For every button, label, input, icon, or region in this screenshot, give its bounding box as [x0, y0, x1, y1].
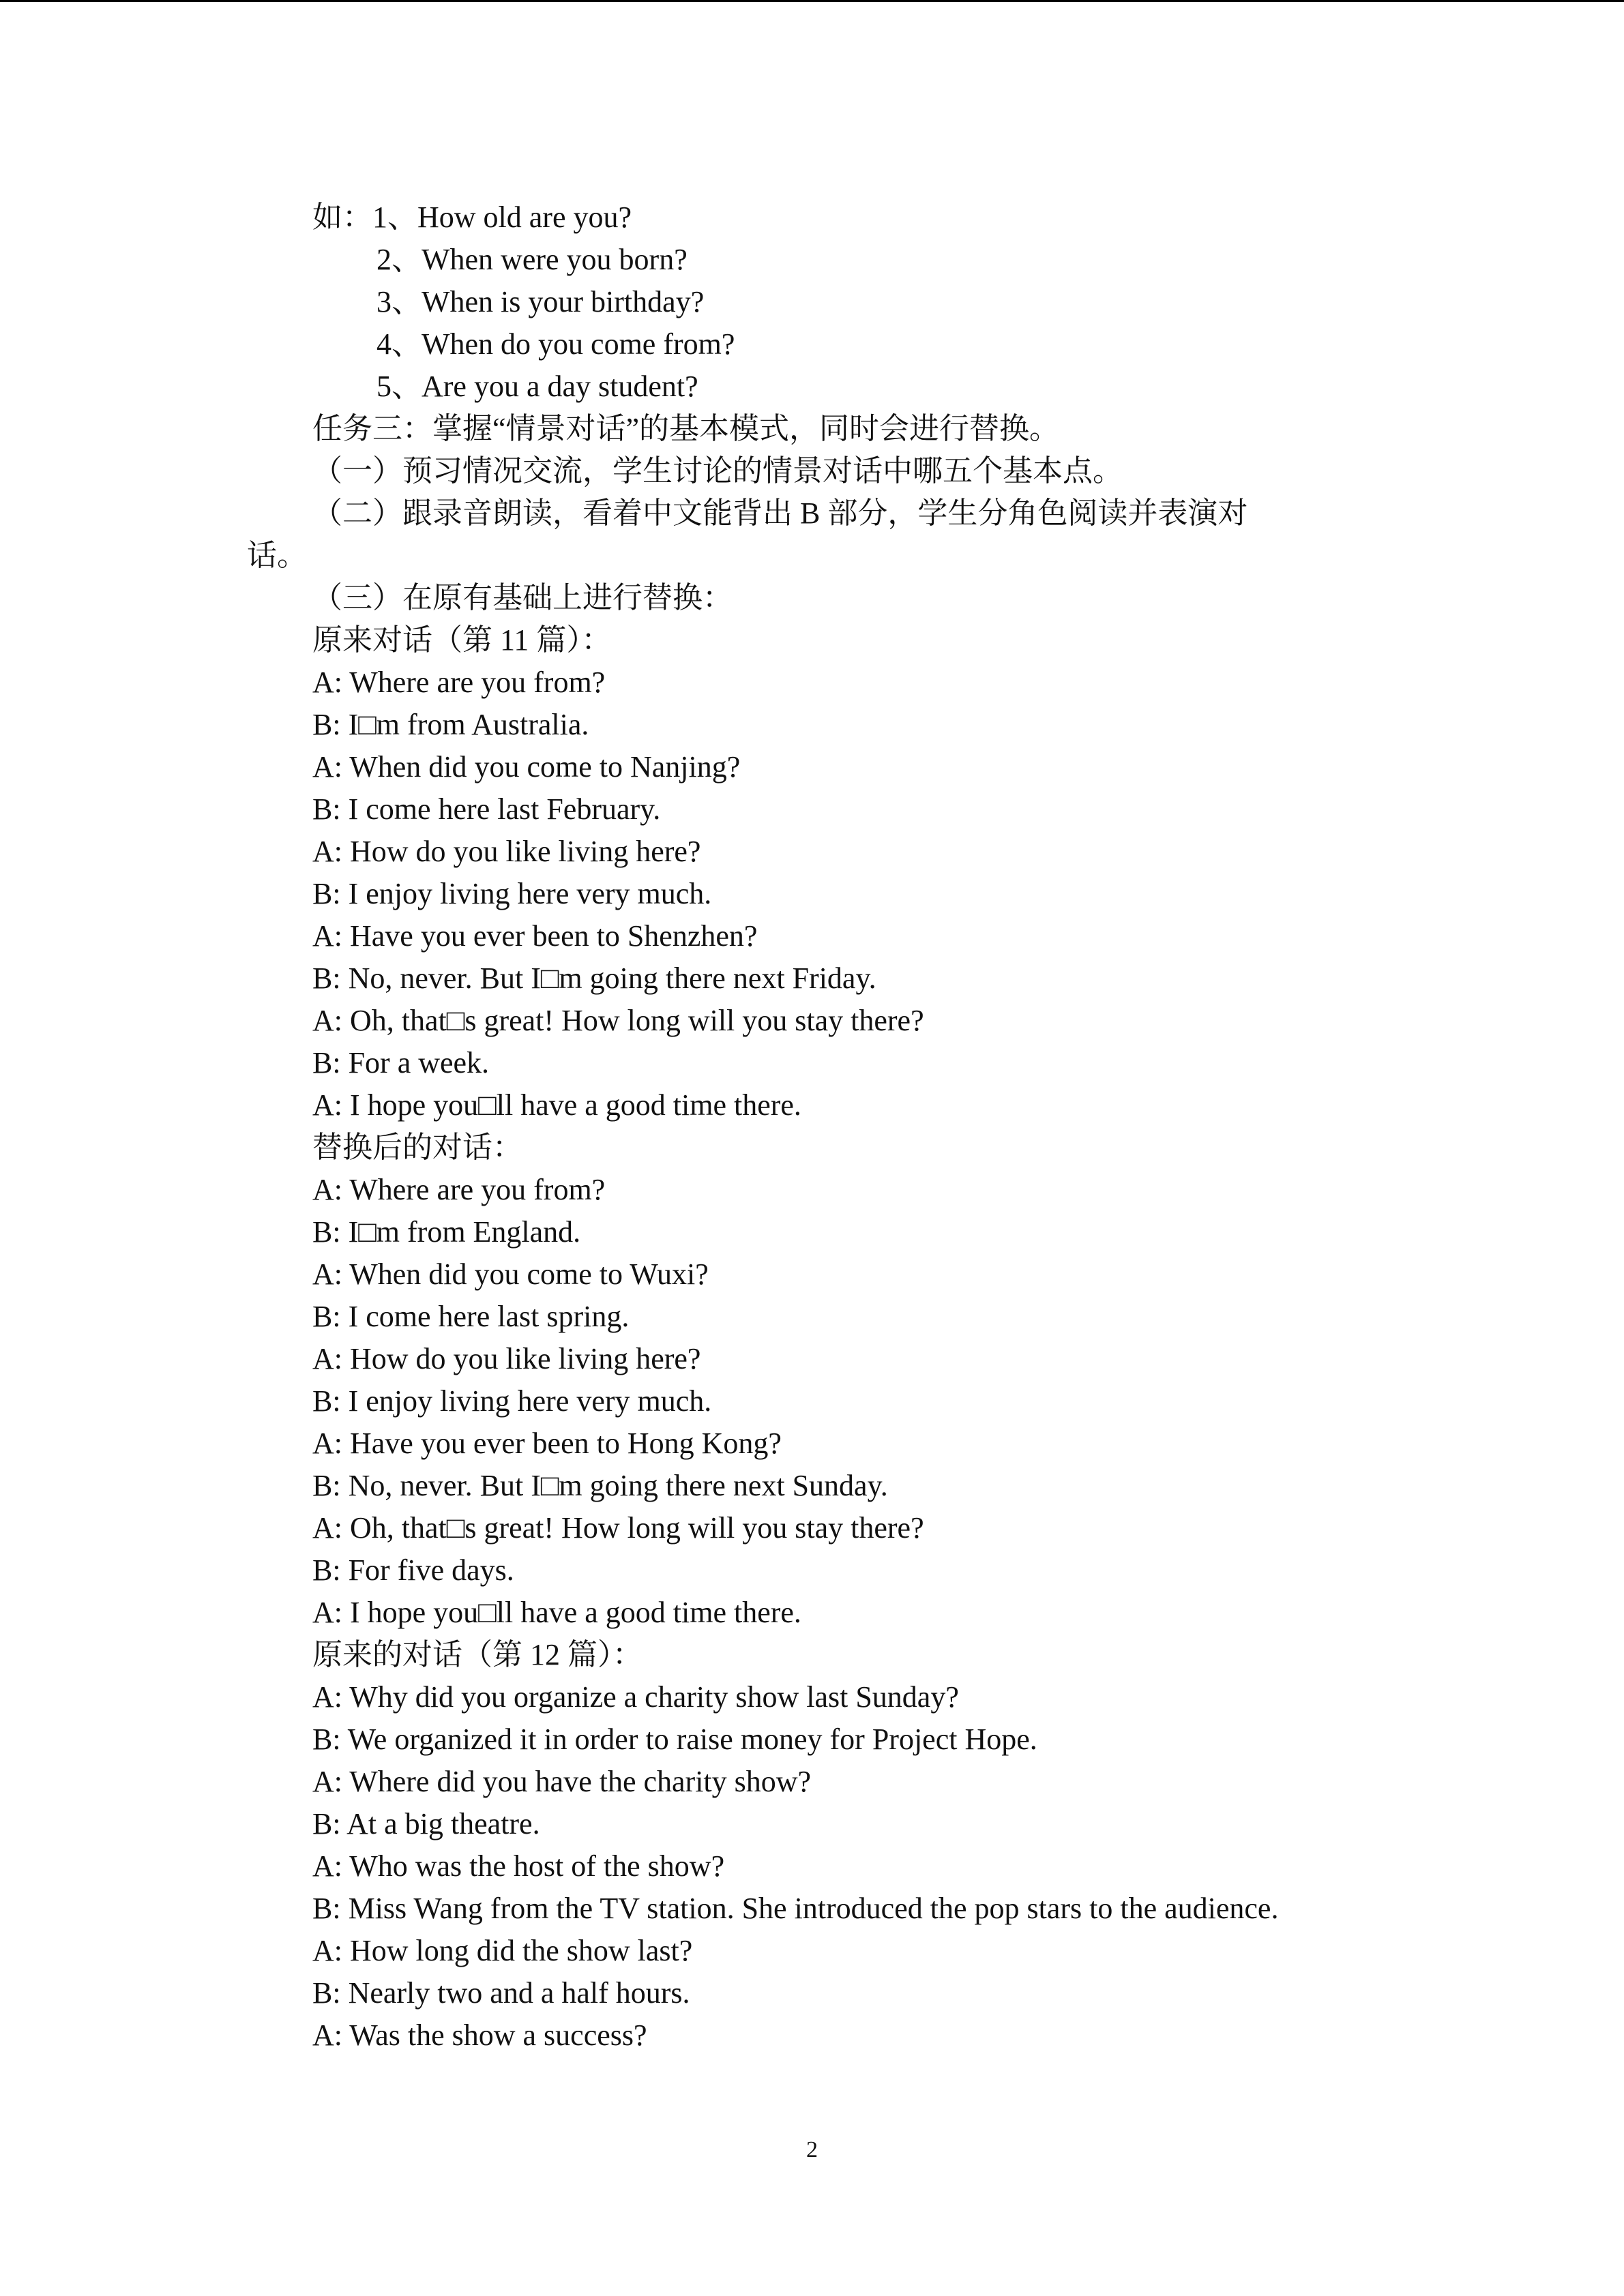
dialogue-line: A: How long did the show last?: [312, 1934, 693, 1967]
dialogue-line: A: Have you ever been to Shenzhen?: [312, 919, 758, 953]
dialogue-line: B: I enjoy living here very much.: [312, 877, 712, 910]
original-dialogue-11-heading: 原来对话（第 11 篇）：: [312, 623, 612, 657]
dialogue-line: A: Oh, that□s great! How long will you stay there?: [312, 1004, 924, 1037]
step-two-text: （二）跟录音朗读，看着中文能背出 B 部分，学生分角色阅读并表演对: [312, 496, 1248, 530]
page-number: 2: [806, 2137, 818, 2162]
dialogue-line: A: Who was the host of the show?: [312, 1849, 725, 1883]
dialogue-line: B: I□m from England.: [312, 1215, 581, 1249]
dialogue-line: B: For a week.: [312, 1046, 490, 1079]
dialogue-line: A: Was the show a success?: [312, 2018, 647, 2052]
example-question-1: 如：1、How old are you?: [312, 200, 632, 234]
dialogue-line: A: Where are you from?: [312, 666, 606, 699]
dialogue-line: B: At a big theatre.: [312, 1807, 540, 1840]
dialogue-line: B: I come here last February.: [312, 792, 661, 826]
dialogue-line: B: I□m from Australia.: [312, 708, 589, 741]
dialogue-line: A: I hope you□ll have a good time there.: [312, 1088, 801, 1122]
dialogue-line: A: Where are you from?: [312, 1173, 606, 1206]
step-one-text: （一）预习情况交流，学生讨论的情景对话中哪五个基本点。: [312, 454, 1123, 488]
dialogue-line: B: I enjoy living here very much.: [312, 1384, 712, 1418]
dialogue-line: A: I hope you□ll have a good time there.: [312, 1596, 801, 1629]
step-two-continuation: 话。: [247, 539, 307, 572]
dialogue-line: A: How do you like living here?: [312, 1342, 701, 1375]
dialogue-line: A: Oh, that□s great! How long will you stay there?: [312, 1511, 924, 1545]
dialogue-line: B: No, never. But I□m going there next Sunday.: [312, 1469, 888, 1502]
task-three-heading: 任务三：掌握“情景对话”的基本模式，同时会进行替换。: [312, 412, 1060, 445]
dialogue-line: B: No, never. But I□m going there next Friday.: [312, 961, 876, 995]
dialogue-line: A: Where did you have the charity show?: [312, 1765, 812, 1798]
dialogue-line: A: When did you come to Wuxi?: [312, 1257, 709, 1291]
step-three-text: （三）在原有基础上进行替换：: [312, 581, 733, 614]
dialogue-line: A: Have you ever been to Hong Kong?: [312, 1427, 782, 1460]
example-question-2: 2、When were you born?: [377, 243, 688, 276]
example-question-5: 5、Are you a day student?: [377, 370, 698, 403]
original-dialogue-12-heading: 原来的对话（第 12 篇）：: [312, 1638, 643, 1671]
example-question-4: 4、When do you come from?: [377, 327, 735, 361]
dialogue-line: B: I come here last spring.: [312, 1300, 630, 1333]
dialogue-line: A: How do you like living here?: [312, 835, 701, 868]
dialogue-line: A: When did you come to Nanjing?: [312, 750, 741, 784]
dialogue-line: B: Nearly two and a half hours.: [312, 1976, 690, 2010]
dialogue-line: B: For five days.: [312, 1553, 514, 1587]
example-question-3: 3、When is your birthday?: [377, 285, 705, 318]
dialogue-line: B: We organized it in order to raise money for Project Hope.: [312, 1723, 1037, 1756]
dialogue-line: B: Miss Wang from the TV station. She introduced the pop stars to the audience.: [312, 1892, 1279, 1925]
replaced-dialogue-heading: 替换后的对话：: [312, 1131, 522, 1164]
dialogue-line: A: Why did you organize a charity show last Sunday?: [312, 1680, 959, 1714]
